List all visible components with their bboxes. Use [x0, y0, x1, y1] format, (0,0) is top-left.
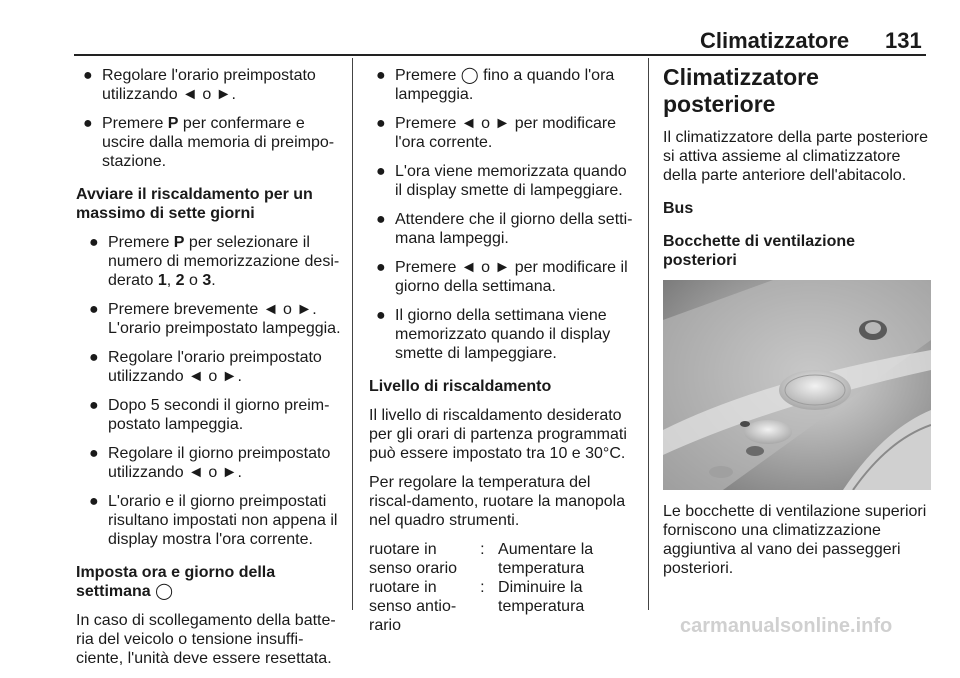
column-divider-1 [352, 58, 353, 610]
table-cell: ruotare in senso antio-rario [369, 579, 457, 634]
bullet-item: ● Premere P per selezionare il numero di memorizzazione desi-derato 1, 2 o 3. [89, 234, 340, 289]
column-1 [76, 66, 344, 678]
section-heading: Bus [663, 200, 694, 217]
section-title: Climatizzatore posteriore [663, 64, 819, 117]
column-divider-2 [648, 58, 649, 610]
bullet-item: ● L'ora viene memorizzata quando il display smette di lampeggiare. [376, 163, 627, 199]
bullet-item: ● Premere P per confermare e uscire dalla memoria di preimpo-stazione. [83, 115, 335, 170]
bullet-item: ● Regolare l'orario preimpostato utilizzando ◄ o ►. [83, 67, 316, 103]
bullet-item: ● Premere ◄ o ► per modificare il giorno della settimana. [376, 259, 628, 295]
paragraph: Per regolare la temperatura del riscal-damento, ruotare la manopola nel quadro strumenti. [369, 474, 626, 529]
table-cell: ruotare in senso orario [369, 541, 458, 577]
rear-vents-photo [663, 280, 931, 490]
table-cell: : [480, 541, 485, 558]
column-3 [663, 64, 929, 588]
table-row [369, 578, 637, 635]
section-heading: Avviare il riscaldamento per un massimo di sette giorni [76, 186, 313, 222]
bullet-item: ● Premere ◯ fino a quando l'ora lampeggia. [376, 67, 615, 103]
clock-icon: ◯ [155, 583, 174, 600]
paragraph: In caso di scollegamento della batte-ria del veicolo o tensione insuffi-ciente, l'unità deve essere resettata. [76, 612, 336, 667]
section-heading: Bocchette di ventilazione posteriori [663, 233, 856, 269]
section-heading: Livello di riscaldamento [369, 378, 552, 395]
rotation-table [369, 540, 637, 635]
bullet-item: ● Premere brevemente ◄ o ►. L'orario preimpostato lampeggia. [89, 301, 341, 337]
table-cell: : [480, 579, 485, 596]
bullet-item: ● Regolare il giorno preimpostato utilizzando ◄ o ►. [89, 445, 331, 481]
page-number: 131 [885, 28, 922, 53]
paragraph: Il climatizzatore della parte posteriore si attiva assieme al climatizzatore della parte anteriore dell'abitacolo. [663, 129, 929, 184]
column-2 [369, 66, 637, 635]
bullet-item: ● Il giorno della settimana viene memorizzato quando il display smette di lampeggiare. [376, 307, 611, 362]
page-header-title: Climatizzatore [700, 28, 850, 53]
section-heading: Imposta ora e giorno della settimana ◯ [76, 564, 276, 600]
watermark: carmanualsonline.info [680, 615, 893, 637]
table-cell: Aumentare la temperatura [498, 541, 594, 577]
bullet-item: ● L'orario e il giorno preimpostati risultano impostati non appena il display mostra l'ora corrente. [89, 493, 338, 548]
table-row [369, 540, 637, 578]
header-rule [74, 54, 926, 56]
paragraph: Le bocchette di ventilazione superiori forniscono una climatizzazione aggiuntiva al vano dei passeggeri posteriori. [663, 503, 927, 577]
paragraph: Il livello di riscaldamento desiderato per gli orari di partenza programmati può essere impostato tra 10 e 30°C. [369, 407, 627, 462]
bullet-item: ● Dopo 5 secondi il giorno preim-postato lampeggia. [89, 397, 330, 433]
bullet-item: ● Attendere che il giorno della setti-mana lampeggi. [376, 211, 633, 247]
bullet-item: ● Regolare l'orario preimpostato utilizzando ◄ o ►. [89, 349, 322, 385]
bullet-item: ● Premere ◄ o ► per modificare l'ora corrente. [376, 115, 617, 151]
table-cell: Diminuire la temperatura [498, 579, 585, 615]
